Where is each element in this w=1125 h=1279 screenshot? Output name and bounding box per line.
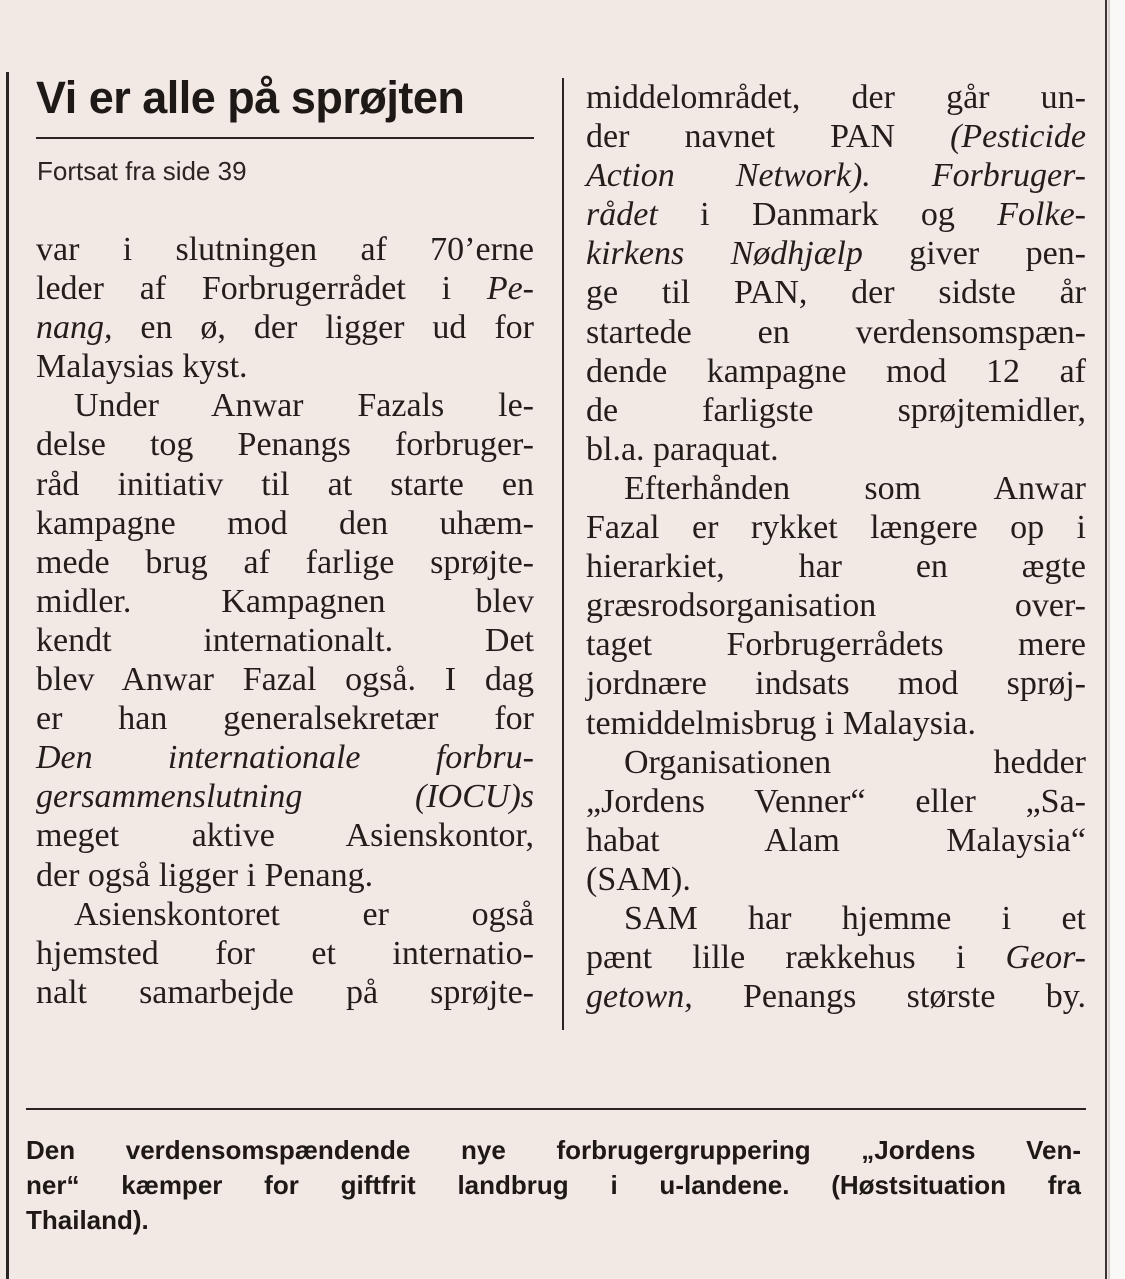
text-line — [36, 973, 534, 1012]
text-run: Asienskontoret er også — [74, 895, 534, 933]
text-line — [36, 308, 534, 347]
text-line — [36, 504, 534, 543]
text-line — [586, 273, 1086, 312]
text-run: temiddelmisbrug i Malaysia. — [586, 704, 976, 742]
text-run: pænt lille rækkehus i — [586, 939, 1006, 977]
text-line — [586, 938, 1086, 977]
text-run: SAM har hjemme i et — [624, 899, 1086, 937]
text-line — [586, 117, 1086, 156]
text-line — [36, 699, 534, 738]
text-run: ner“ kæmper for giftfrit landbrug i u-landene. (Høstsituation fra — [26, 1170, 1081, 1200]
text-run: de farligste sprøjtemidler, — [586, 391, 1086, 429]
text-line — [26, 1203, 1081, 1238]
headline-rule — [36, 137, 534, 139]
text-run: startede en verdensomspæn- — [586, 313, 1086, 351]
text-line — [586, 782, 1086, 821]
text-line — [586, 977, 1086, 1016]
text-line — [586, 547, 1086, 586]
text-line — [586, 743, 1086, 782]
text-run: kendt internationalt. Det — [36, 621, 534, 659]
italic-text: getown, — [586, 978, 693, 1016]
text-run: Den verdensomspændende nye forbrugergruppering „Jordens Ven- — [26, 1135, 1081, 1165]
text-line — [586, 156, 1086, 195]
text-line — [586, 860, 1086, 899]
text-run: nalt samarbejde på sprøjte- — [36, 973, 534, 1011]
text-run: leder af Forbrugerrådet i — [36, 270, 487, 308]
text-line — [586, 352, 1086, 391]
text-line — [586, 586, 1086, 625]
left-border-rule — [6, 72, 9, 1279]
text-line — [36, 621, 534, 660]
text-run: Thailand). — [26, 1205, 149, 1235]
text-line — [36, 347, 534, 386]
text-run: jordnære indsats mod sprøj- — [586, 665, 1086, 703]
text-line — [36, 660, 534, 699]
continued-from-note: Fortsat fra side 39 — [37, 156, 247, 186]
text-run: Organisationen hedder — [624, 743, 1086, 781]
text-line — [586, 430, 1086, 469]
text-line — [36, 895, 534, 934]
text-run: er han generalsekretær for — [36, 700, 534, 738]
text-run: græsrodsorganisation over- — [586, 587, 1086, 625]
text-line — [36, 816, 534, 855]
text-line — [36, 543, 534, 582]
text-run: der også ligger i Penang. — [36, 856, 374, 894]
italic-text: Action Network). Forbruger- — [586, 157, 1086, 195]
text-run: Malaysias kyst. — [36, 348, 248, 386]
text-run: middelområdet, der går un- — [586, 79, 1086, 116]
text-run: midler. Kampagnen blev — [36, 582, 534, 620]
caption-rule — [26, 1108, 1086, 1110]
article-column-right — [586, 78, 1086, 1016]
text-run: i Danmark og — [657, 196, 998, 234]
text-line — [36, 386, 534, 425]
italic-text: Den internationale forbru- — [36, 739, 534, 777]
text-run: giver pen- — [862, 235, 1086, 273]
text-line — [586, 704, 1086, 743]
text-line — [586, 234, 1086, 273]
text-run: ge til PAN, der sidste år — [586, 274, 1086, 312]
text-run: meget aktive Asienskontor, — [36, 817, 534, 855]
text-run: „Jordens Venner“ eller „Sa- — [586, 782, 1086, 820]
italic-text: kirkens Nødhjælp — [586, 235, 863, 273]
text-run: hjemsted for et internatio- — [36, 934, 534, 972]
text-line — [586, 313, 1086, 352]
text-line — [586, 625, 1086, 664]
text-run: Penangs største by. — [692, 978, 1086, 1016]
text-line — [586, 821, 1086, 860]
italic-text: Geor- — [1005, 939, 1086, 977]
text-run: en ø, der ligger ud for — [112, 309, 534, 347]
text-run: hierarkiet, har en ægte — [586, 548, 1086, 586]
text-line — [586, 391, 1086, 430]
italic-text: gersammenslutning (IOCU)s — [36, 778, 534, 816]
text-line — [586, 508, 1086, 547]
text-run: habat Alam Malaysia“ — [586, 821, 1086, 859]
text-run: mede brug af farlige sprøjte- — [36, 543, 534, 581]
photo-caption — [26, 1133, 1081, 1238]
text-line — [586, 664, 1086, 703]
text-line — [586, 469, 1086, 508]
italic-text: nang, — [36, 309, 113, 347]
text-line — [586, 899, 1086, 938]
text-line — [36, 465, 534, 504]
text-line — [36, 230, 534, 269]
text-line — [36, 269, 534, 308]
text-run: dende kampagne mod 12 af — [586, 352, 1086, 390]
text-run: Fazal er rykket længere op i — [586, 509, 1086, 547]
text-run: der navnet PAN — [586, 118, 951, 156]
text-run: Efterhånden som Anwar — [624, 469, 1086, 507]
text-run: kampagne mod den uhæm- — [36, 504, 534, 542]
text-line — [26, 1133, 1081, 1168]
paper-edge — [1108, 0, 1125, 1279]
text-line — [36, 738, 534, 777]
article-column-left — [36, 230, 534, 1012]
text-run: var i slutningen af 70’erne — [36, 231, 534, 268]
text-line — [36, 425, 534, 464]
italic-text: rådet — [586, 196, 658, 234]
text-line — [36, 856, 534, 895]
text-line — [586, 78, 1086, 117]
text-run: delse tog Penangs forbruger- — [36, 426, 534, 464]
text-line — [26, 1168, 1081, 1203]
text-line — [36, 582, 534, 621]
article-headline: Vi er alle på sprøjten — [36, 72, 465, 123]
right-border-rule — [1105, 0, 1107, 1279]
italic-text: Folke- — [997, 196, 1086, 234]
italic-text: Pe- — [486, 270, 534, 308]
text-run: Under Anwar Fazals le- — [74, 387, 534, 425]
text-run: taget Forbrugerrådets mere — [586, 626, 1086, 664]
text-run: råd initiativ til at starte en — [36, 465, 534, 503]
italic-text: (Pesticide — [950, 118, 1086, 156]
text-line — [586, 195, 1086, 234]
text-line — [36, 777, 534, 816]
text-run: (SAM). — [586, 860, 691, 898]
text-run: blev Anwar Fazal også. I dag — [36, 661, 534, 699]
text-run: bl.a. paraquat. — [586, 430, 779, 468]
column-divider — [562, 78, 564, 1030]
text-line — [36, 934, 534, 973]
